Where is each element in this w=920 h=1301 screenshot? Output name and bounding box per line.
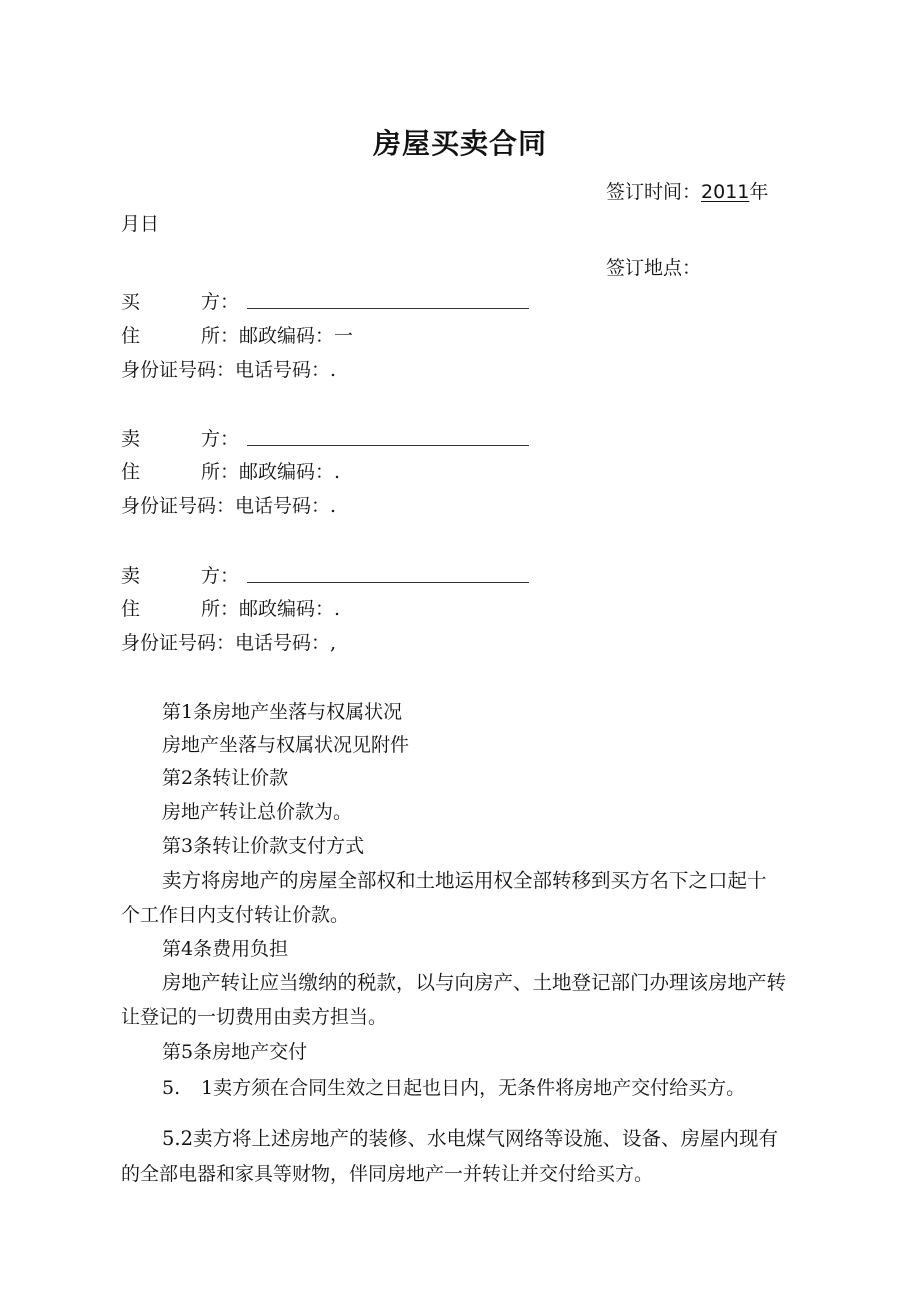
article-5-1-text: 1卖方须在合同生效之日起也日内，无条件将房地产交付给买方。	[201, 1077, 746, 1099]
party-2-address-b: 所：邮政编码：.	[201, 461, 341, 483]
article-2-body: 房地产转让总价款为。	[162, 801, 353, 823]
article-3-title: 第3条转让价款支付方式	[162, 835, 365, 857]
article-1-title: 第1条房地产坐落与权属状况	[162, 701, 403, 723]
party-3-role-a: 卖	[121, 565, 141, 587]
article-4-body-line-2: 让登记的一切费用由卖方担当。	[121, 1006, 388, 1028]
article-5-2-line-2: 的全部电器和家具等财物，伴同房地产一并转让并交付给买方。	[121, 1163, 654, 1185]
article-3-body-line-2: 个工作日内支付转让价款。	[121, 904, 350, 926]
sign-date-rest: 月日	[121, 213, 160, 235]
article-5-2-line-1: 5.2卖方将上述房地产的装修、水电煤气网络等设施、设备、房屋内现有	[162, 1127, 779, 1150]
party-3-id-line: 身份证号码：电话号码：,	[121, 632, 337, 654]
party-1-name-field	[247, 290, 529, 315]
party-1-address-a: 住	[121, 325, 141, 347]
party-1-role-b: 方：	[201, 291, 240, 313]
article-1-body: 房地产坐落与权属状况见附件	[162, 734, 410, 756]
party-1-address-b: 所：邮政编码：一	[201, 325, 354, 347]
article-5-title: 第5条房地产交付	[162, 1041, 308, 1063]
party-3-address-a: 住	[121, 598, 141, 620]
sign-time-suffix: 年	[749, 181, 769, 203]
sign-time-line	[606, 180, 768, 204]
article-2-title: 第2条转让价款	[162, 767, 289, 789]
sign-time-year: 2011	[701, 181, 750, 203]
sign-place: 签订地点：	[606, 257, 702, 279]
article-5-1-number: 5.	[162, 1077, 181, 1099]
article-4-title: 第4条费用负担	[162, 938, 289, 960]
sign-time-label: 签订时间：	[606, 181, 702, 203]
document-title: 房屋买卖合同	[372, 127, 547, 160]
party-3-role-b: 方：	[201, 565, 240, 587]
party-2-address-a: 住	[121, 461, 141, 483]
party-1-role-a: 买	[121, 291, 141, 313]
party-2-role-a: 卖	[121, 428, 141, 450]
party-1-id-line: 身份证号码：电话号码：.	[121, 359, 337, 381]
party-3-address-b: 所：邮政编码：.	[201, 598, 341, 620]
article-3-body-line-1: 卖方将房地产的房屋全部权和土地运用权全部转移到买方名下之口起十	[162, 869, 767, 892]
party-2-role-b: 方：	[201, 428, 240, 450]
party-2-name-field	[247, 427, 529, 452]
party-2-id-line: 身份证号码：电话号码：.	[121, 495, 337, 517]
party-3-name-field	[247, 564, 529, 589]
article-4-body-line-1: 房地产转让应当缴纳的税款，以与向房产、土地登记部门办理该房地产转	[162, 971, 787, 994]
